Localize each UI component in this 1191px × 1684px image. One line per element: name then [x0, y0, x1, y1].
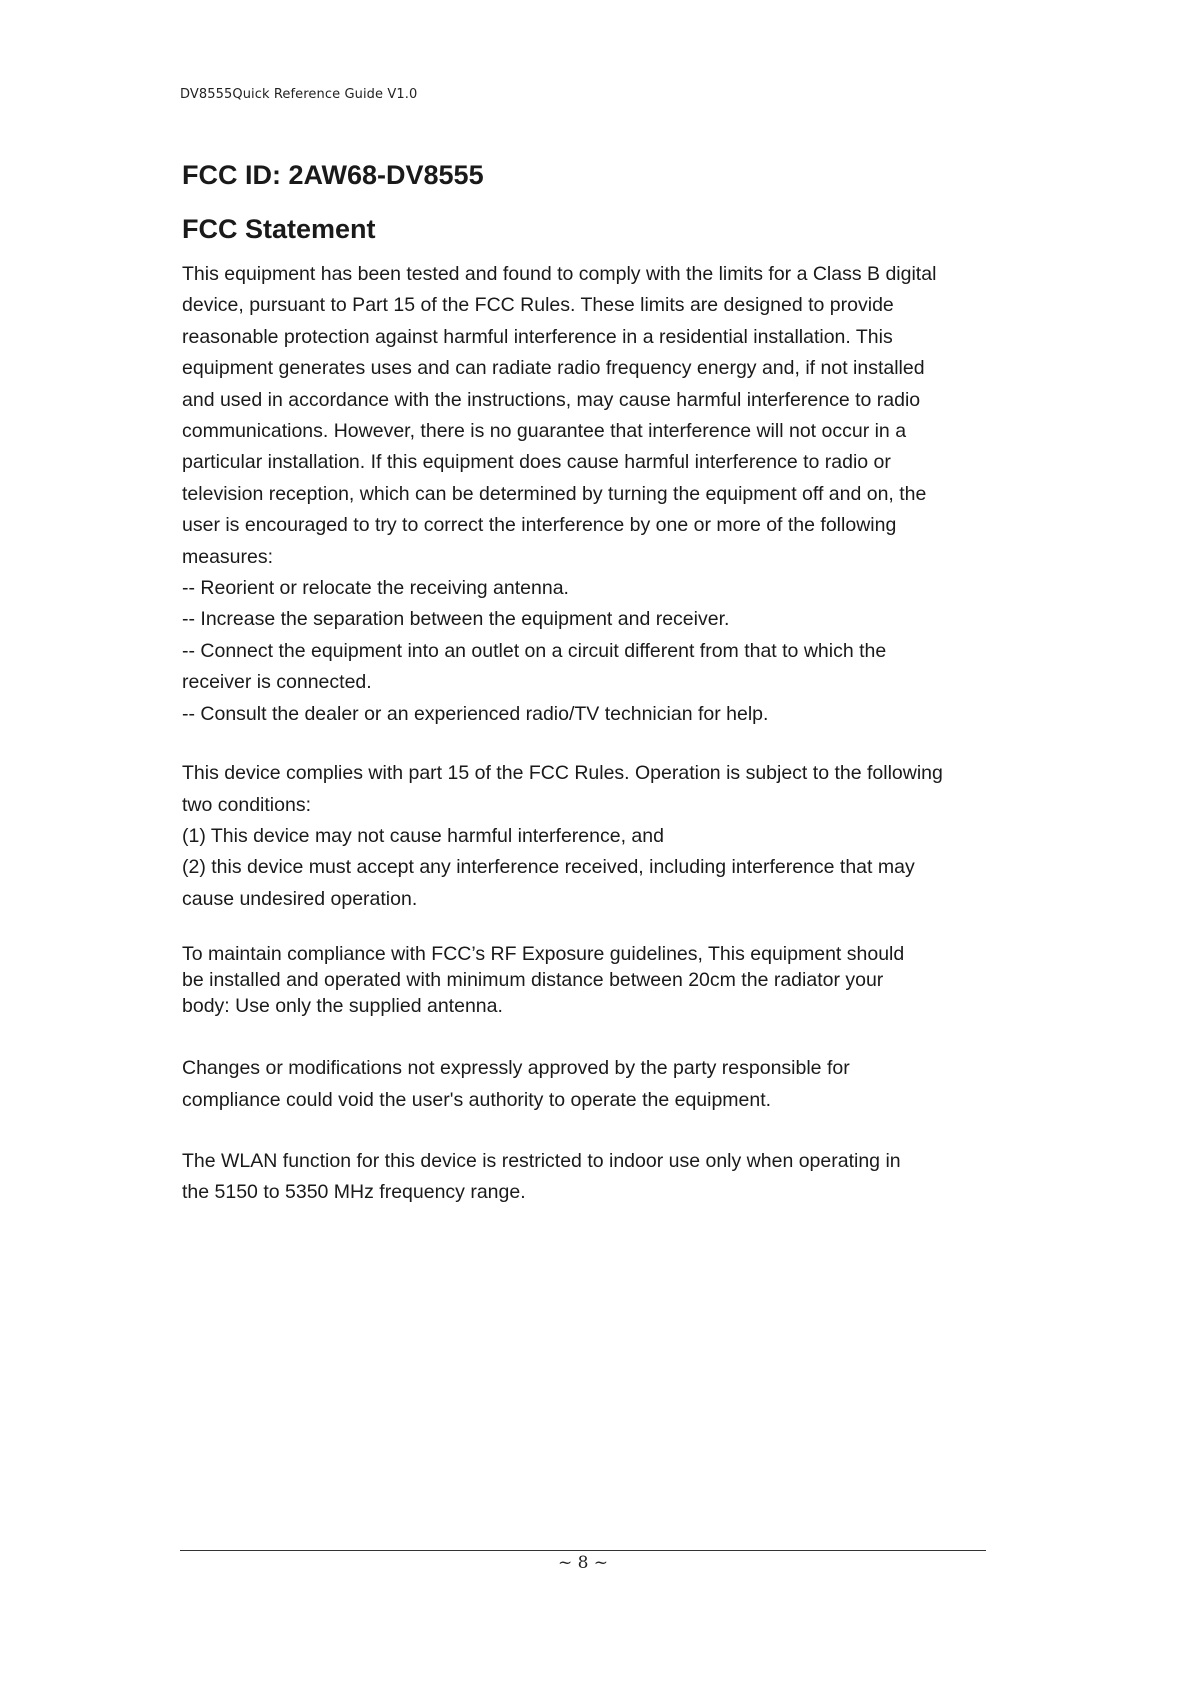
text-line: This equipment has been tested and found to comply with the limits for a Class B digital: [182, 263, 937, 285]
wlan-paragraph: [182, 1146, 1022, 1209]
text-line: Changes or modifications not expressly approved by the party responsible for: [182, 1057, 850, 1080]
measure-item: -- Reorient or relocate the receiving antenna.: [182, 577, 569, 600]
page-number: ~ 8 ~: [557, 1553, 609, 1573]
text-line: measures:: [182, 545, 274, 568]
text-line: device, pursuant to Part 15 of the FCC Rules. These limits are designed to provide: [182, 294, 894, 317]
text-line: receiver is connected.: [182, 671, 372, 694]
text-line: television reception, which can be determined by turning the equipment off and on, the: [182, 482, 927, 505]
text-line: be installed and operated with minimum distance between 20cm the radiator your: [182, 969, 884, 992]
text-line: The WLAN function for this device is restricted to indoor use only when operating in: [182, 1149, 901, 1172]
fcc-statement-heading: FCC Statement: [182, 214, 376, 244]
text-line: communications. However, there is no guarantee that interference will not occur in a: [182, 420, 907, 443]
text-line: two conditions:: [182, 793, 311, 816]
modifications-paragraph: [182, 1053, 1022, 1116]
text-line: user is encouraged to try to correct the interference by one or more of the following: [182, 514, 897, 537]
text-line: reasonable protection against harmful interference in a residential installation. This: [182, 325, 893, 348]
text-line: the 5150 to 5350 MHz frequency range.: [182, 1181, 526, 1204]
part15-paragraph: [182, 758, 1022, 915]
text-line: To maintain compliance with FCC’s RF Exposure guidelines, This equipment should: [182, 943, 905, 966]
measure-item: -- Consult the dealer or an experienced radio/TV technician for help.: [182, 702, 769, 725]
text-line: This device complies with part 15 of the FCC Rules. Operation is subject to the following: [182, 762, 943, 785]
text-line: cause undesired operation.: [182, 887, 418, 910]
running-header: DV8555Quick Reference Guide V1.0: [180, 87, 418, 102]
condition-item: (2) this device must accept any interference received, including interference that may: [182, 856, 915, 879]
text-line: body: Use only the supplied antenna.: [182, 995, 503, 1018]
measure-item: -- Connect the equipment into an outlet on a circuit different from that to which the: [182, 639, 887, 662]
measure-item: -- Increase the separation between the equipment and receiver.: [182, 608, 730, 631]
fcc-statement-paragraph: [182, 259, 1022, 730]
condition-item: (1) This device may not cause harmful interference, and: [182, 824, 664, 847]
fcc-id-heading: FCC ID: 2AW68-DV8555: [182, 160, 484, 190]
text-line: compliance could void the user's authority to operate the equipment.: [182, 1088, 772, 1111]
text-line: particular installation. If this equipment does cause harmful interference to radio or: [182, 451, 891, 474]
text-line: and used in accordance with the instructions, may cause harmful interference to radio: [182, 388, 921, 411]
rf-exposure-paragraph: [182, 941, 1022, 1019]
document-body: [182, 155, 1022, 1209]
footer-divider: [180, 1550, 986, 1551]
text-line: equipment generates uses and can radiate radio frequency energy and, if not installed: [182, 357, 925, 380]
